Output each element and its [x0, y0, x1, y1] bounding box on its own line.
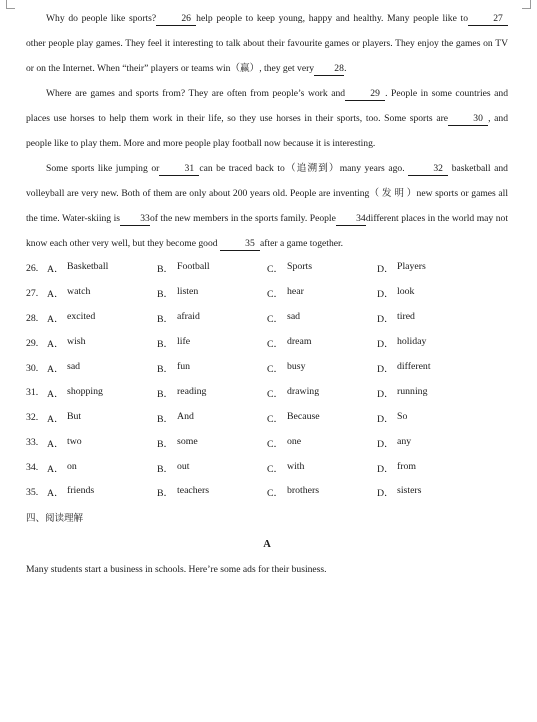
question-row [26, 380, 508, 405]
reading-intro: Many students start a business in schools. Here’re some ads for their business. [26, 563, 327, 575]
answer-option [157, 311, 267, 325]
option-letter: C． [267, 488, 284, 500]
question-row [26, 405, 508, 430]
option-text: from [397, 460, 417, 472]
blank-27: 27 [468, 13, 508, 26]
option-text: brothers [287, 485, 320, 497]
text: Why do people like sports? [46, 13, 157, 24]
option-letter: A． [47, 413, 64, 425]
answer-option [47, 361, 157, 375]
option-letter: C． [267, 314, 284, 326]
question-number: 32. [26, 412, 39, 424]
option-text: friends [67, 485, 95, 497]
option-letter: A． [47, 438, 64, 450]
question-row [26, 455, 508, 480]
answer-option [267, 261, 377, 275]
option-text: sad [67, 361, 81, 372]
option-text: holiday [397, 336, 427, 348]
option-text: teachers [177, 485, 210, 497]
option-letter: C． [267, 463, 284, 475]
option-letter: C． [267, 364, 284, 375]
paragraph-2 [26, 81, 508, 156]
answer-option [157, 461, 267, 475]
answer-option [377, 261, 487, 275]
answer-option [267, 485, 377, 499]
answer-option [377, 286, 487, 300]
option-letter: D． [377, 339, 394, 351]
option-letter: C． [267, 264, 284, 276]
option-text: fun [177, 361, 191, 372]
option-text: reading [177, 385, 207, 397]
option-letter: B． [157, 289, 174, 301]
option-letter: D． [377, 438, 394, 450]
option-text: tired [397, 311, 415, 323]
option-text: busy [287, 361, 306, 372]
option-letter: A． [47, 364, 64, 375]
text: can be traced back to（追溯到）many years ago. [199, 163, 405, 174]
option-text: afraid [177, 311, 200, 323]
option-text: excited [67, 311, 96, 323]
option-letter: C． [267, 339, 284, 351]
question-row [26, 306, 508, 331]
option-letter: C． [267, 413, 284, 425]
option-letter: B． [157, 463, 174, 475]
option-letter: B． [157, 438, 174, 450]
paragraph-3 [26, 156, 508, 256]
answer-option [267, 336, 377, 350]
answer-option [157, 286, 267, 300]
option-text: So [397, 410, 408, 422]
page-corner-mark-left [6, 0, 15, 9]
answer-option [377, 436, 487, 450]
answer-option [157, 411, 267, 425]
answer-option [47, 436, 157, 450]
blank-33: 33 [120, 213, 150, 226]
option-letter: D． [377, 413, 394, 425]
option-text: out [177, 460, 190, 472]
answer-option [47, 336, 157, 350]
answer-option [157, 485, 267, 499]
option-text: listen [177, 286, 199, 298]
option-text: wish [67, 336, 86, 348]
page-corner-mark-right [522, 0, 531, 9]
text: after a game together. [259, 238, 344, 249]
answer-option [377, 311, 487, 325]
answer-option [267, 361, 377, 375]
option-letter: A． [47, 264, 64, 276]
answer-option [267, 461, 377, 475]
option-text: on [67, 460, 77, 472]
option-text: running [397, 385, 428, 397]
question-number: 29. [26, 337, 39, 349]
answer-options [26, 256, 508, 505]
blank-29: 29 [345, 88, 385, 101]
option-text: any [397, 435, 412, 447]
question-number: 35. [26, 486, 39, 498]
paragraph-1 [26, 6, 508, 81]
option-letter: B． [157, 488, 174, 500]
question-number: 28. [26, 312, 39, 324]
answer-option [377, 336, 487, 350]
option-letter: A． [47, 289, 64, 301]
answer-option [157, 436, 267, 450]
answer-option [157, 361, 267, 375]
question-number: 26. [26, 262, 39, 274]
blank-30: 30 [448, 113, 488, 126]
text: Some sports like jumping or [46, 163, 160, 174]
option-text: life [177, 336, 191, 348]
text: of the new members in the sports family. People [150, 213, 336, 224]
blank-26: 26 [156, 13, 196, 26]
answer-option [157, 386, 267, 400]
option-letter: C． [267, 388, 284, 400]
option-letter: B． [157, 314, 174, 326]
option-text: Players [397, 261, 426, 273]
blank-35: 35 [220, 238, 260, 251]
text: different places in the world may not know each other very well, but they become good [26, 213, 508, 249]
question-number: 33. [26, 437, 39, 449]
answer-option [377, 411, 487, 425]
text: . [344, 63, 347, 74]
option-letter: B． [157, 413, 174, 425]
option-text: dream [287, 336, 312, 348]
option-text: look [397, 286, 415, 298]
answer-option [377, 485, 487, 499]
cloze-passage [26, 6, 508, 256]
option-text: Sports [287, 261, 313, 273]
question-row [26, 356, 508, 381]
option-text: some [177, 435, 198, 447]
answer-option [157, 261, 267, 275]
text: Where are games and sports from? They are often from people’s work and [46, 88, 346, 99]
answer-option [47, 311, 157, 325]
option-text: Because [287, 410, 320, 422]
answer-option [47, 411, 157, 425]
option-text: with [287, 460, 305, 472]
option-letter: A． [47, 463, 64, 475]
question-row [26, 430, 508, 455]
option-text: shopping [67, 385, 103, 397]
question-number: 34. [26, 462, 39, 474]
answer-option [157, 336, 267, 350]
blank-28: 28 [314, 63, 344, 76]
text: help people to keep young, happy and healthy. Many people like to [196, 13, 468, 24]
answer-option [377, 461, 487, 475]
text: . People in some countries and places use horses to help them work in their life, so they use horses in their sports, too. Some sports are [26, 88, 508, 124]
option-text: two [67, 435, 82, 447]
option-text: And [177, 410, 194, 422]
question-number: 27. [26, 287, 39, 299]
question-number: 30. [26, 362, 39, 374]
question-row [26, 256, 508, 281]
question-row [26, 281, 508, 306]
option-text: different [397, 361, 431, 372]
answer-option [267, 386, 377, 400]
option-letter: D． [377, 314, 394, 326]
blank-31: 31 [159, 163, 199, 176]
text: , and people like to play them. More and more people play football now because it is interesting. [26, 113, 509, 149]
option-text: sisters [397, 485, 422, 497]
answer-option [47, 485, 157, 499]
option-letter: A． [47, 314, 64, 326]
option-text: drawing [287, 385, 320, 397]
option-letter: A． [47, 488, 64, 500]
option-letter: B． [157, 364, 174, 375]
option-text: hear [287, 286, 304, 298]
blank-32: 32 [408, 163, 448, 176]
answer-option [47, 286, 157, 300]
option-letter: D． [377, 289, 394, 301]
option-letter: A． [47, 388, 64, 400]
option-letter: C． [267, 438, 284, 450]
option-letter: B． [157, 264, 174, 276]
answer-option [267, 411, 377, 425]
question-row [26, 480, 508, 505]
text: other people play games. They feel it interesting to talk about their favourite games or players. They enjoy the games on TV or on the Internet. When “their” players or teams win（赢）, they get very [26, 38, 508, 74]
document-page [26, 6, 508, 582]
answer-option [47, 261, 157, 275]
blank-34: 34 [336, 213, 366, 226]
option-letter: D． [377, 364, 394, 375]
option-text: Football [177, 261, 210, 273]
option-text: one [287, 435, 302, 447]
option-letter: C． [267, 289, 284, 301]
passage-letter: A [263, 538, 271, 550]
question-number: 31. [26, 387, 39, 399]
option-text: But [67, 410, 82, 422]
option-text: Basketball [67, 261, 109, 273]
answer-option [267, 311, 377, 325]
answer-option [47, 386, 157, 400]
text: basketball and volleyball are very new. Both of them are only about 200 years old. People are inventing（ 发 明 ）new sports or games all the time. Water-skiing is [26, 163, 508, 224]
option-letter: D． [377, 488, 394, 500]
answer-option [267, 436, 377, 450]
option-letter: D． [377, 463, 394, 475]
option-letter: B． [157, 388, 174, 400]
option-text: watch [67, 286, 91, 298]
answer-option [377, 386, 487, 400]
section-heading: 四、阅读理解 [26, 512, 84, 524]
option-letter: D． [377, 264, 394, 276]
option-letter: B． [157, 339, 174, 351]
option-letter: D． [377, 388, 394, 400]
option-text: sad [287, 311, 301, 323]
answer-option [377, 361, 487, 375]
answer-option [267, 286, 377, 300]
question-row [26, 331, 508, 356]
option-letter: A． [47, 339, 64, 351]
answer-option [47, 461, 157, 475]
